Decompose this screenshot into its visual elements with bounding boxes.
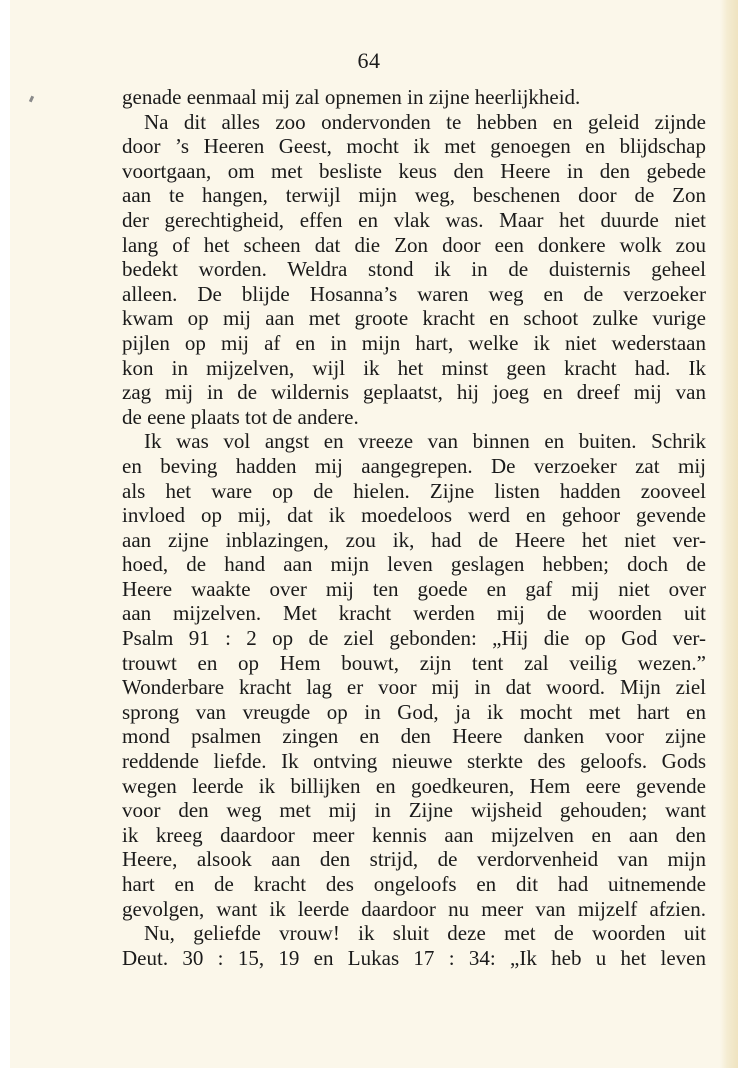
text-line: voor den weg met mij in Zijne wijsheid gehouden; want	[122, 798, 706, 823]
text-line: lang of het scheen dat die Zon door een donkere wolk zou	[122, 232, 706, 257]
text-line: hoed, de hand aan mijn leven geslagen hebben; doch de	[122, 552, 706, 577]
text-line: kwam op mij aan met groote kracht en schoot zulke vurige	[122, 306, 706, 331]
body-text	[122, 85, 706, 970]
text-line: aan mijzelven. Met kracht werden mij de woorden uit	[122, 601, 706, 626]
text-line: trouwt en op Hem bouwt, zijn tent zal veilig wezen.”	[122, 650, 706, 675]
text-line: aan te hangen, terwijl mijn weg, beschenen door de Zon	[122, 183, 706, 208]
text-line: Wonderbare kracht lag er voor mij in dat woord. Mijn ziel	[122, 675, 706, 700]
page-edge-shadow	[720, 0, 738, 1068]
stray-ink-mark	[29, 96, 34, 103]
scan-left-margin	[0, 0, 10, 1068]
text-line: invloed op mij, dat ik moedeloos werd en gehoor gevende	[122, 503, 706, 528]
text-line: Nu, geliefde vrouw! ik sluit deze met de woorden uit	[144, 921, 706, 946]
text-line: genade eenmaal mij zal opnemen in zijne heerlijkheid.	[122, 85, 581, 109]
text-line: ik kreeg daardoor meer kennis aan mijzelven en aan den	[122, 822, 706, 847]
text-line: als het ware op de hielen. Zijne listen hadden zooveel	[122, 478, 706, 503]
text-line: de eene plaats tot de andere.	[122, 404, 359, 429]
text-line: door ’s Heeren Geest, mocht ik met genoegen en blijdschap	[122, 134, 706, 159]
text-line: wegen leerde ik billijken en goedkeuren, Hem eere gevende	[122, 773, 706, 798]
text-line: mond psalmen zingen en den Heere danken voor zijne	[122, 724, 706, 749]
text-line: Ik was vol angst en vreeze van binnen en buiten. Schrik	[144, 429, 706, 454]
text-line: Psalm 91 : 2 op de ziel gebonden: „Hij die op God ver-	[122, 626, 706, 651]
text-line: sprong van vreugde op in God, ja ik mocht met hart en	[122, 699, 706, 724]
page-number: 64	[357, 48, 381, 73]
text-line: Na dit alles zoo ondervonden te hebben en geleid zijnde	[144, 109, 706, 134]
text-line: en beving hadden mij aangegrepen. De verzoeker zat mij	[122, 453, 706, 478]
text-line: gevolgen, want ik leerde daardoor nu meer van mijzelf afzien.	[122, 896, 706, 921]
text-line: voortgaan, om met besliste keus den Heere in den gebede	[122, 158, 706, 183]
text-line: reddende liefde. Ik ontving nieuwe sterkte des geloofs. Gods	[122, 749, 706, 774]
text-line: Heere waakte over mij ten goede en gaf mij niet over	[122, 576, 706, 601]
text-line: bedekt worden. Weldra stond ik in de duisternis geheel	[122, 257, 706, 282]
text-line: zag mij in de wildernis geplaatst, hij joeg en dreef mij van	[122, 380, 706, 405]
text-line: der gerechtigheid, effen en vlak was. Maar het duurde niet	[122, 207, 706, 232]
text-line: Heere, alsook aan den strijd, de verdorvenheid van mijn	[122, 847, 706, 872]
text-line: alleen. De blijde Hosanna’s waren weg en de verzoeker	[122, 281, 706, 306]
text-line: kon in mijzelven, wijl ik het minst geen kracht had. Ik	[122, 355, 706, 380]
text-line: aan zijne inblazingen, zou ik, had de Heere het niet ver-	[122, 527, 706, 552]
text-line: hart en de kracht des ongeloofs en dit had uitnemende	[122, 872, 706, 896]
text-line: pijlen op mij af en in mijn hart, welke ik niet wederstaan	[122, 330, 706, 355]
text-line: Deut. 30 : 15, 19 en Lukas 17 : 34: „Ik heb u het leven	[122, 945, 706, 970]
